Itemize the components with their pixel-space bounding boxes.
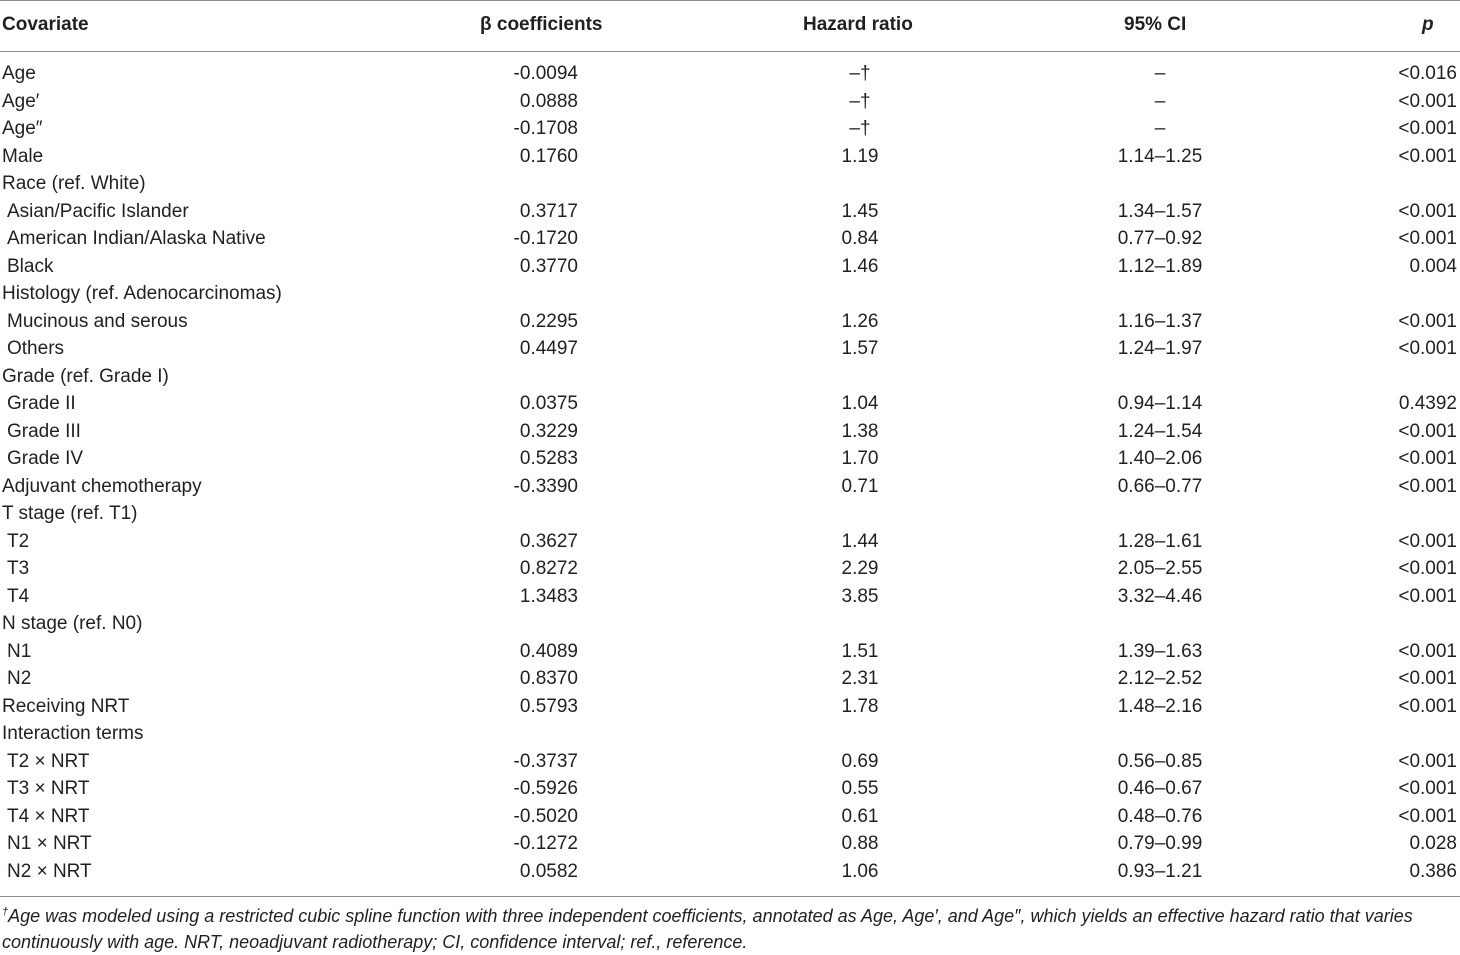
- table-row: [0, 365, 1460, 393]
- cell-covariate: Grade II: [7, 393, 76, 414]
- cell-p: <0.001: [1398, 338, 1457, 359]
- cell-covariate: N stage (ref. N0): [2, 613, 143, 634]
- cell-covariate: Black: [7, 255, 54, 277]
- cell-ci: 0.48–0.76: [1117, 805, 1203, 827]
- table-row: [0, 860, 1460, 888]
- cell-covariate: N2: [7, 668, 32, 689]
- cell-ci: 1.34–1.57: [1117, 200, 1203, 222]
- cell-beta: 0.8272: [519, 558, 578, 579]
- table-row: [0, 200, 1460, 228]
- cell-beta: -0.1708: [513, 118, 578, 139]
- cell-beta: 0.5793: [519, 695, 578, 717]
- cell-beta: 1.3483: [519, 585, 578, 607]
- table-row: [0, 145, 1460, 173]
- cell-hazard-ratio: 1.51: [841, 640, 879, 662]
- cell-hazard-ratio: 1.26: [841, 310, 879, 332]
- cell-hazard-ratio: 0.84: [841, 228, 879, 249]
- table-header-row: [0, 0, 1460, 51]
- cell-covariate: Grade (ref. Grade I): [2, 365, 169, 387]
- cell-p: <0.001: [1398, 448, 1457, 469]
- cell-beta: -0.0094: [513, 63, 578, 84]
- cell-hazard-ratio: 1.44: [841, 530, 879, 552]
- cell-p: <0.001: [1398, 558, 1457, 579]
- header-p: p: [1422, 14, 1434, 35]
- cell-beta: 0.2295: [519, 310, 578, 332]
- table-row: [0, 420, 1460, 448]
- cell-beta: 0.8370: [519, 668, 578, 689]
- cell-p: <0.001: [1398, 90, 1457, 112]
- cell-ci: 0.79–0.99: [1117, 833, 1203, 854]
- table-row: [0, 805, 1460, 833]
- cell-ci: 1.14–1.25: [1117, 145, 1203, 167]
- cell-beta: 0.3627: [519, 530, 578, 552]
- cell-covariate: N2 × NRT: [7, 860, 92, 882]
- cell-p: <0.001: [1398, 118, 1457, 139]
- table-body: [0, 62, 1460, 887]
- cell-hazard-ratio: 1.57: [841, 338, 879, 359]
- cell-hazard-ratio: 1.19: [841, 145, 879, 167]
- table-row: [0, 255, 1460, 283]
- cell-beta: 0.1760: [519, 145, 578, 167]
- cell-hazard-ratio: 2.31: [841, 668, 879, 689]
- cell-hazard-ratio: 2.29: [841, 558, 879, 579]
- cell-beta: 0.4089: [519, 640, 578, 662]
- cell-beta: -0.1272: [513, 833, 578, 854]
- table-row: [0, 282, 1460, 310]
- cell-p: <0.001: [1398, 145, 1457, 167]
- footnote-marker: †: [2, 906, 9, 918]
- cell-ci: 0.46–0.67: [1117, 778, 1203, 799]
- cell-ci: 1.28–1.61: [1117, 530, 1203, 552]
- cell-covariate: N1 × NRT: [7, 833, 92, 854]
- cell-hazard-ratio: 1.04: [841, 393, 879, 414]
- table-footnote: [2, 903, 1458, 955]
- table-header-rule: [0, 51, 1460, 52]
- cell-ci: 1.39–1.63: [1117, 640, 1203, 662]
- table-row: [0, 117, 1460, 145]
- cell-hazard-ratio: 0.71: [841, 475, 879, 497]
- cell-covariate: T3 × NRT: [7, 778, 90, 799]
- table-row: [0, 392, 1460, 420]
- cell-beta: 0.3770: [519, 255, 578, 277]
- table-row: [0, 62, 1460, 90]
- cell-beta: 0.4497: [519, 338, 578, 359]
- cell-hazard-ratio: 3.85: [841, 585, 879, 607]
- cell-covariate: T2 × NRT: [7, 750, 90, 772]
- header-ci: 95% CI: [1124, 14, 1187, 35]
- table-row: [0, 832, 1460, 860]
- cell-p: <0.001: [1398, 310, 1457, 332]
- cell-p: <0.001: [1398, 228, 1457, 249]
- table-row: [0, 475, 1460, 503]
- cell-hazard-ratio: 1.78: [841, 695, 879, 717]
- cell-ci: 0.93–1.21: [1117, 860, 1203, 882]
- cell-covariate: T4: [7, 585, 30, 607]
- cell-beta: 0.0582: [519, 860, 578, 882]
- cell-beta: -0.5926: [513, 778, 578, 799]
- cell-p: <0.001: [1398, 200, 1457, 222]
- table-row: [0, 310, 1460, 338]
- cell-beta: 0.3717: [519, 200, 578, 222]
- table-row: [0, 695, 1460, 723]
- cell-ci: –: [1154, 118, 1166, 139]
- cell-beta: -0.3737: [513, 750, 578, 772]
- header-hazard-ratio: Hazard ratio: [803, 14, 913, 35]
- cell-ci: 1.48–2.16: [1117, 695, 1203, 717]
- table-row: [0, 777, 1460, 805]
- cell-covariate: Age″: [2, 118, 43, 139]
- cell-p: 0.4392: [1398, 393, 1457, 414]
- cell-p: 0.386: [1409, 860, 1457, 882]
- cell-p: <0.001: [1398, 420, 1457, 442]
- header-beta: β coefficients: [480, 14, 603, 35]
- table-bottom-rule: [0, 896, 1460, 897]
- cell-ci: –: [1154, 90, 1166, 112]
- cell-ci: 1.24–1.54: [1117, 420, 1203, 442]
- cell-ci: 0.56–0.85: [1117, 750, 1203, 772]
- cell-p: <0.001: [1398, 778, 1457, 799]
- cell-p: <0.001: [1398, 668, 1457, 689]
- cell-ci: 0.94–1.14: [1117, 393, 1203, 414]
- table-row: [0, 640, 1460, 668]
- table-row: [0, 612, 1460, 640]
- table-row: [0, 90, 1460, 118]
- cell-hazard-ratio: 0.88: [841, 833, 879, 854]
- cell-beta: 0.0888: [519, 90, 578, 112]
- cell-ci: 1.40–2.06: [1117, 448, 1203, 469]
- cell-covariate: Age′: [2, 90, 40, 112]
- cell-ci: 2.12–2.52: [1117, 668, 1203, 689]
- cell-p: <0.001: [1398, 805, 1457, 827]
- cell-ci: 1.16–1.37: [1117, 310, 1203, 332]
- cell-covariate: Mucinous and serous: [7, 310, 188, 332]
- cell-hazard-ratio: –†: [849, 63, 871, 84]
- cell-hazard-ratio: 1.06: [841, 860, 879, 882]
- cell-hazard-ratio: 0.61: [841, 805, 879, 827]
- cell-hazard-ratio: 1.38: [841, 420, 879, 442]
- table-row: [0, 227, 1460, 255]
- cell-beta: 0.0375: [519, 393, 578, 414]
- cell-covariate: Adjuvant chemotherapy: [2, 475, 202, 497]
- table-row: [0, 530, 1460, 558]
- table-row: [0, 447, 1460, 475]
- cell-p: <0.001: [1398, 750, 1457, 772]
- cell-hazard-ratio: –†: [849, 118, 871, 139]
- table-row: [0, 557, 1460, 585]
- cell-beta: -0.3390: [513, 475, 578, 497]
- cell-covariate: Histology (ref. Adenocarcinomas): [2, 283, 282, 304]
- cell-p: 0.004: [1409, 255, 1457, 277]
- cell-p: <0.016: [1398, 63, 1457, 84]
- cell-p: 0.028: [1409, 833, 1457, 854]
- cell-p: <0.001: [1398, 530, 1457, 552]
- cell-p: <0.001: [1398, 585, 1457, 607]
- cell-covariate: Others: [7, 338, 65, 359]
- cell-covariate: Asian/Pacific Islander: [7, 200, 189, 222]
- cell-covariate: Grade III: [7, 420, 81, 442]
- table-row: [0, 750, 1460, 778]
- table-row: [0, 722, 1460, 750]
- header-covariate: Covariate: [2, 14, 89, 35]
- cell-p: <0.001: [1398, 640, 1457, 662]
- cell-beta: -0.5020: [513, 805, 578, 827]
- cell-covariate: T2: [7, 530, 30, 552]
- cell-ci: 0.66–0.77: [1117, 475, 1203, 497]
- cell-hazard-ratio: 0.55: [841, 778, 879, 799]
- cell-ci: –: [1154, 63, 1166, 84]
- cell-hazard-ratio: 0.69: [841, 750, 879, 772]
- cell-covariate: Interaction terms: [2, 723, 144, 744]
- cell-hazard-ratio: 1.46: [841, 255, 879, 277]
- cell-ci: 0.77–0.92: [1117, 228, 1203, 249]
- cell-covariate: T3: [7, 558, 30, 579]
- cell-covariate: Age: [2, 63, 36, 84]
- cell-covariate: Race (ref. White): [2, 173, 146, 194]
- cell-beta: 0.5283: [519, 448, 578, 469]
- cell-ci: 1.12–1.89: [1117, 255, 1203, 277]
- cell-covariate: Grade IV: [7, 448, 84, 469]
- cell-ci: 2.05–2.55: [1117, 558, 1203, 579]
- cell-hazard-ratio: 1.45: [841, 200, 879, 222]
- cell-ci: 1.24–1.97: [1117, 338, 1203, 359]
- cell-p: <0.001: [1398, 695, 1457, 717]
- cell-covariate: N1: [7, 640, 32, 662]
- table-row: [0, 585, 1460, 613]
- cell-covariate: T stage (ref. T1): [2, 503, 138, 524]
- table-row: [0, 502, 1460, 530]
- cell-beta: -0.1720: [513, 228, 578, 249]
- cell-ci: 3.32–4.46: [1117, 585, 1203, 607]
- cell-covariate: Male: [2, 145, 44, 167]
- cell-covariate: T4 × NRT: [7, 805, 90, 827]
- cell-p: <0.001: [1398, 475, 1457, 497]
- cell-hazard-ratio: –†: [849, 90, 871, 112]
- footnote-text: Age was modeled using a restricted cubic spline function with three independent coefficients, annotated as Age, Age′, and Age″, which yields an effective hazard ratio that varies continuously with age. NRT, neoadjuvant radiotherapy; CI, confidence interval; ref., reference.: [2, 906, 1413, 952]
- cell-covariate: Receiving NRT: [2, 695, 130, 717]
- cell-hazard-ratio: 1.70: [841, 448, 879, 469]
- cell-beta: 0.3229: [519, 420, 578, 442]
- table-row: [0, 172, 1460, 200]
- table-row: [0, 667, 1460, 695]
- table-row: [0, 337, 1460, 365]
- cell-covariate: American Indian/Alaska Native: [7, 228, 266, 249]
